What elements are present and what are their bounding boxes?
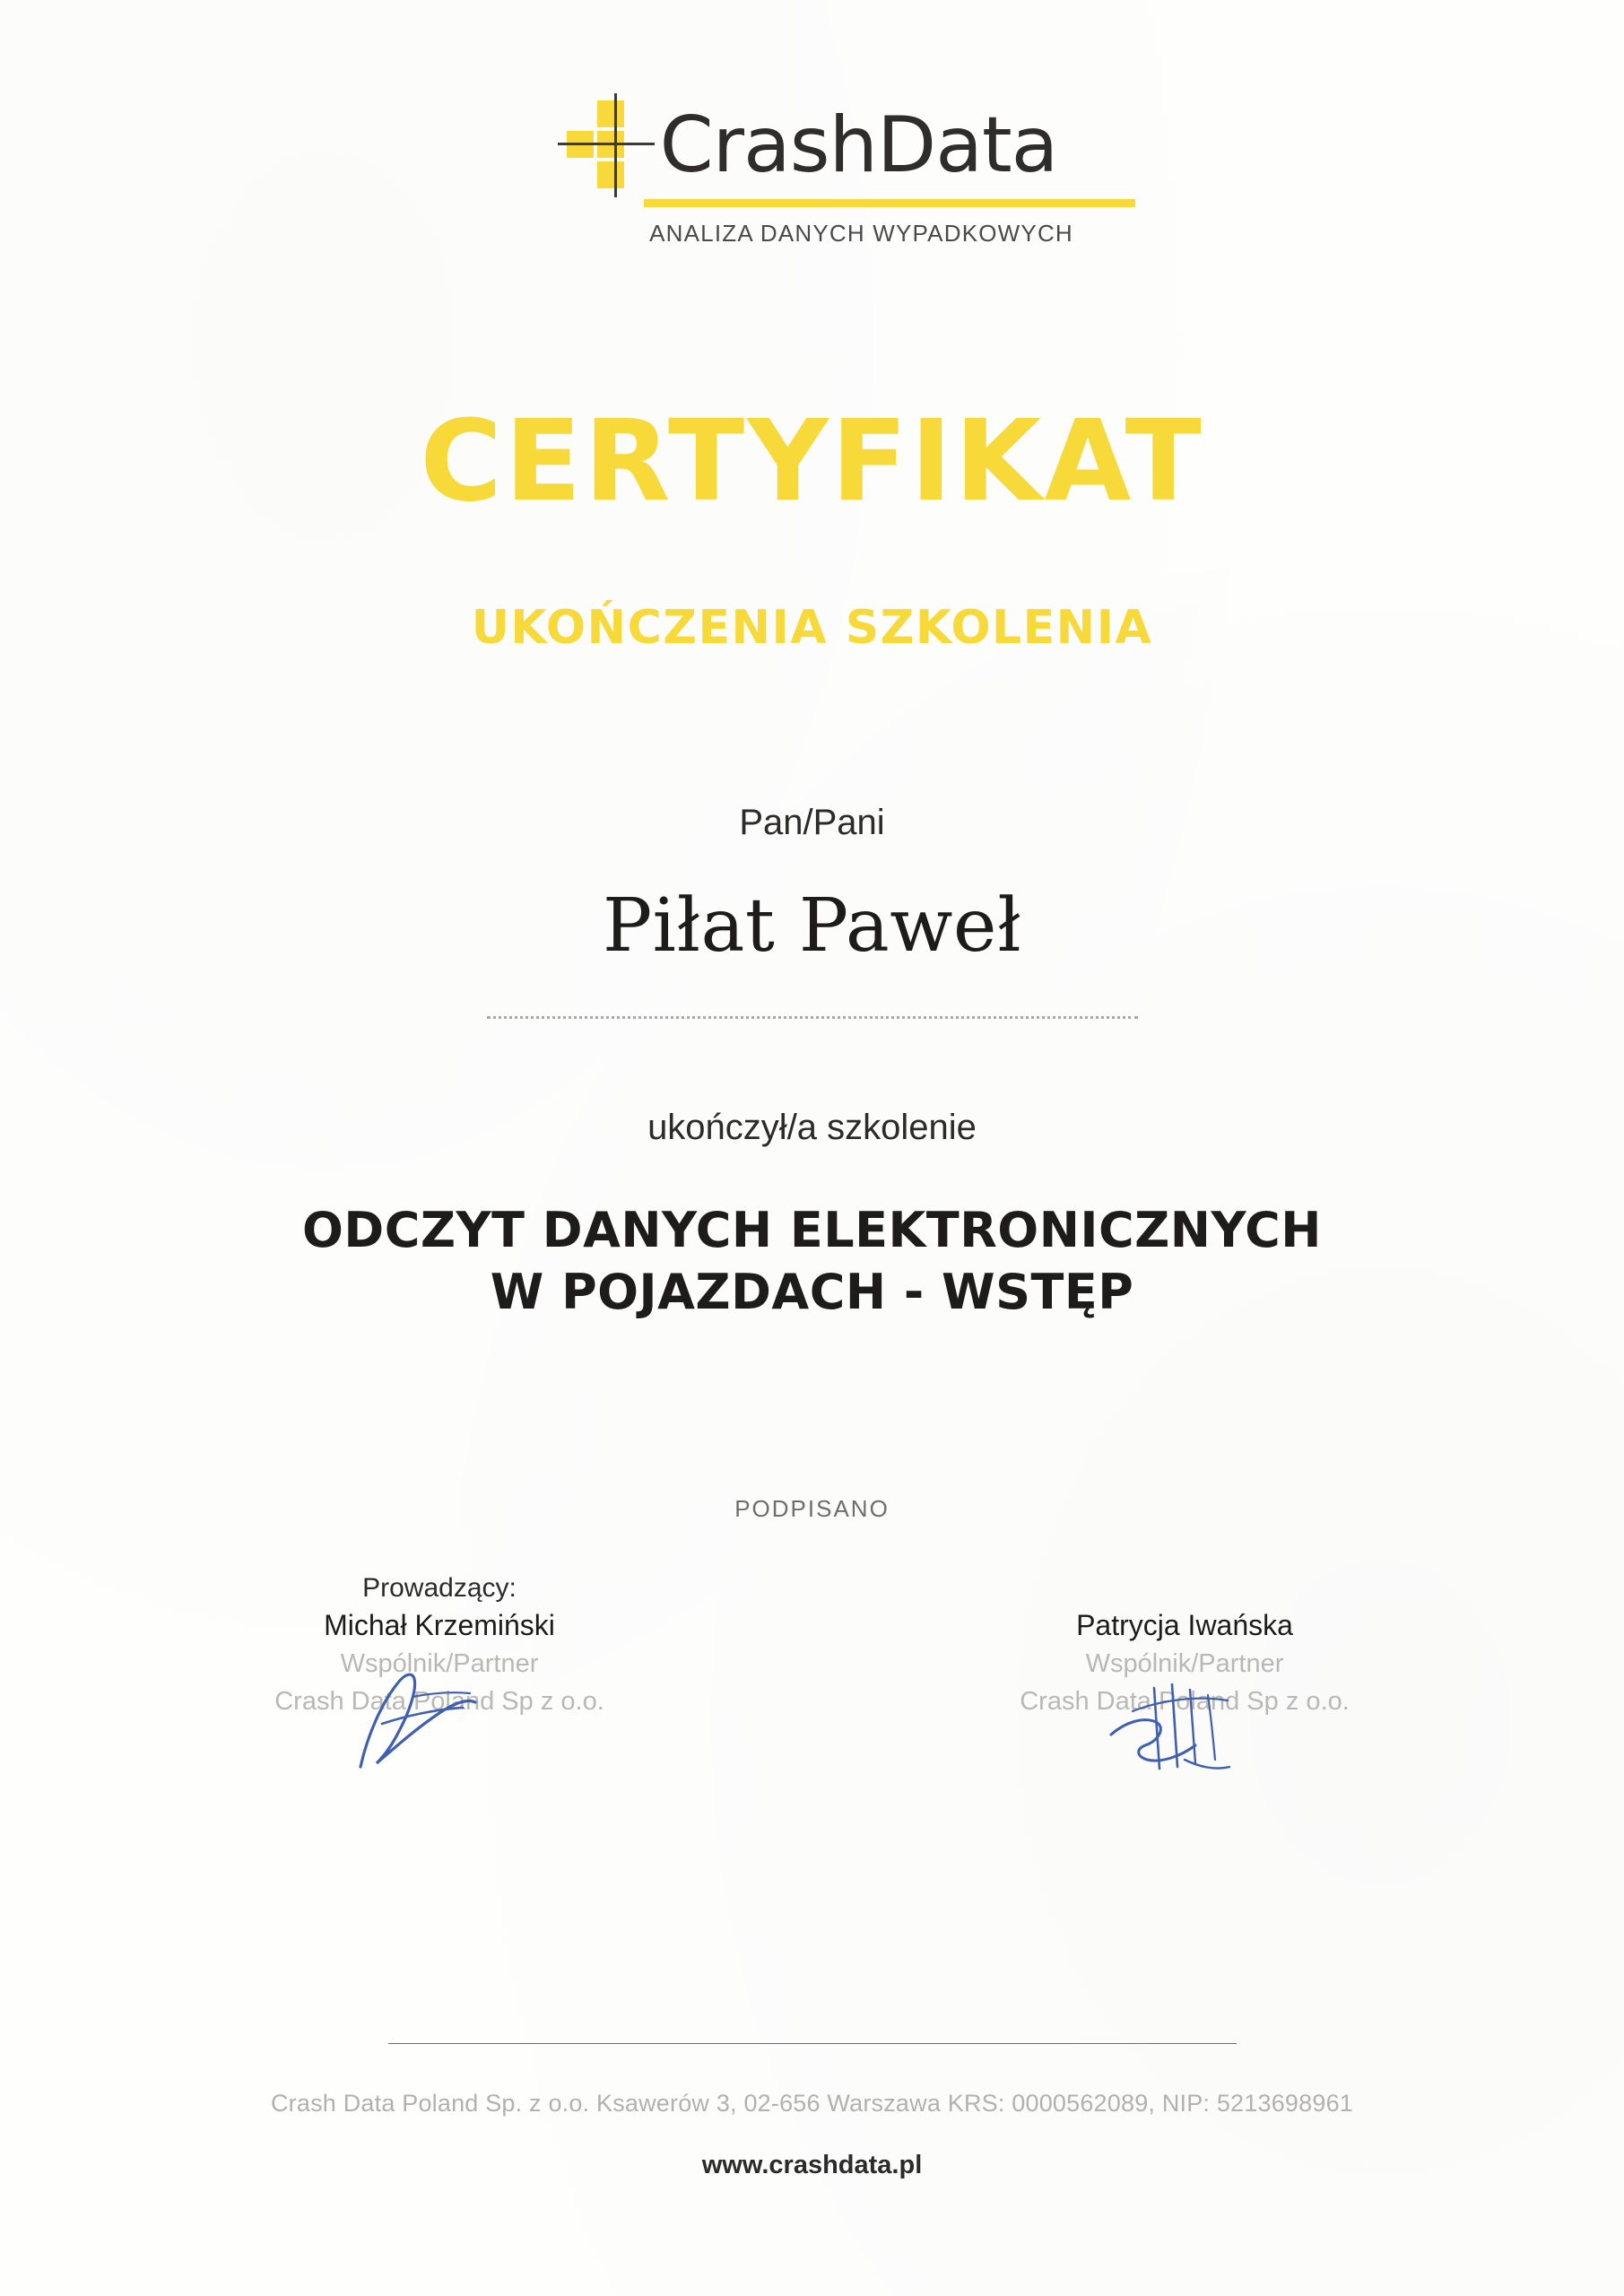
signature-right-name: Patrycja Iwańska [1076, 1608, 1293, 1641]
logo-wordmark: CrashData [659, 100, 1058, 190]
recipient-name: Piłat Paweł [602, 883, 1022, 969]
completion-text: ukończył/a szkolenie [647, 1108, 977, 1147]
logo-row [558, 97, 1058, 194]
footer-company-info: Crash Data Poland Sp. z o.o. Ksawerów 3, 02-656 Warszawa KRS: 0000562089, NIP: 5213698961 [270, 2090, 1353, 2117]
course-title-line-1: ODCZYT DANYCH ELEKTRONICZNYCH [302, 1202, 1322, 1258]
signature-left-company: Crash Data Poland Sp z o.o. [274, 1686, 604, 1716]
signature-block-left [188, 1571, 690, 1718]
course-title-line-2: W POJAZDACH - WSTĘP [490, 1263, 1134, 1320]
logo-tagline: ANALIZA DANYCH WYPADKOWYCH [649, 220, 1073, 247]
signature-right-company: Crash Data Poland Sp z o.o. [1020, 1686, 1350, 1716]
brand-logo [0, 97, 1624, 248]
signature-block-right [934, 1571, 1436, 1718]
signed-label: PODPISANO [734, 1495, 890, 1522]
signature-right-position: Wspólnik/Partner [1085, 1648, 1284, 1678]
page-title: CERTYFIKAT [420, 396, 1204, 526]
crosshair-squares-icon [558, 97, 655, 194]
signature-left-position: Wspólnik/Partner [340, 1648, 539, 1678]
recipient-underline [487, 1016, 1138, 1019]
course-title [0, 1200, 1624, 1323]
salutation-text: Pan/Pani [739, 803, 885, 842]
signature-left-name: Michał Krzemiński [324, 1608, 555, 1641]
signature-right-role [934, 1571, 1436, 1605]
page-subtitle: UKOŃCZENIA SZKOLENIA [471, 601, 1153, 655]
signature-left-role: Prowadzący: [362, 1573, 517, 1603]
footer-divider [388, 2043, 1237, 2044]
footer-website: www.crashdata.pl [701, 2151, 923, 2179]
logo-underline-bar [644, 199, 1135, 207]
signature-row [188, 1571, 1436, 1718]
